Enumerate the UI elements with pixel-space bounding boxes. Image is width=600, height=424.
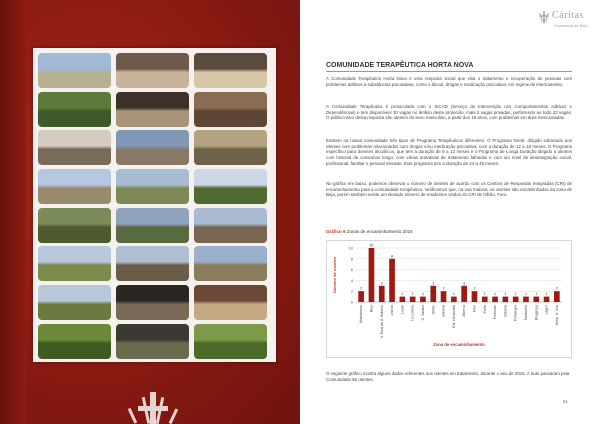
data-label: 1 (401, 292, 404, 297)
bar (554, 291, 560, 302)
data-label: 3 (432, 281, 435, 286)
y-tick-label: 0 (350, 299, 353, 305)
photo-9 (194, 130, 267, 165)
caritas-emblem (118, 388, 188, 424)
closing-paragraph: O seguinte gráfico mostra alguns dados referentes aos utentes em tratamento, durante o ano de 2016. A todo passaram pela Comunidade 66 utentes. (326, 371, 570, 382)
logo-subtitle: Diocesana de Beja (554, 23, 588, 28)
caritas-logo-icon (538, 10, 550, 24)
graphic-label: Gráfico 6 (326, 229, 346, 234)
data-label: 1 (524, 292, 527, 297)
photo-14 (116, 208, 189, 243)
data-label: 1 (483, 292, 486, 297)
photo-10 (38, 169, 111, 204)
data-label: 1 (504, 292, 507, 297)
data-label: 1 (452, 292, 455, 297)
x-tick-label: V. Real de S. António (379, 305, 384, 338)
bar (482, 297, 488, 302)
bar (400, 297, 406, 302)
x-tick-label: Porto (482, 305, 487, 314)
photo-2 (116, 53, 189, 88)
logo-name: Cáritas (552, 10, 584, 21)
y-axis-title: Número de utentes (332, 256, 337, 294)
x-tick-label: Faro (472, 305, 477, 313)
data-label: 1 (421, 292, 424, 297)
data-label: 2 (473, 286, 476, 291)
x-tick-label: C. Santos (420, 305, 425, 321)
x-tick-label: Loulé (400, 305, 405, 314)
bar-chart (326, 240, 572, 358)
paragraph-4: No gráfico em baixo, podemos observar o número de utentes de acordo com os Centros de Respostas Integradas (CRI) de encaminhamento para a comunidade terapêutica. Verificamos que, na sua maioria, os utentes são encaminhados da zona de Beja, porém também existe um elevado número de residentes vindos do CRI de Olhão, Faro. (326, 181, 572, 198)
data-label: 1 (545, 292, 548, 297)
photo-grid (38, 53, 271, 358)
x-tick-label: Bragança (534, 305, 539, 320)
x-tick-label: Alverca (462, 305, 467, 317)
bar (410, 297, 416, 302)
x-tick-label: Lisboa (390, 305, 395, 316)
photo-16 (38, 246, 111, 281)
bar (389, 259, 395, 302)
photo-12 (194, 169, 267, 204)
x-tick-label: Beja (369, 305, 374, 313)
y-tick-label: 6 (350, 267, 353, 273)
data-label: 1 (514, 292, 517, 297)
photo-3 (194, 53, 267, 88)
photo-13 (38, 208, 111, 243)
bar (503, 297, 509, 302)
bar (461, 286, 467, 302)
data-label: 8 (391, 254, 394, 259)
photo-19 (38, 285, 111, 320)
bar (441, 291, 447, 302)
data-label: 10 (369, 243, 374, 248)
y-tick-label: 8 (350, 256, 353, 262)
section-title: COMUNIDADE TERAPÊUTICA HORTA NOVA (326, 62, 474, 69)
bar (533, 297, 539, 302)
x-tick-label: Lagos (544, 305, 549, 315)
bar (492, 297, 498, 302)
photo-17 (116, 246, 189, 281)
photo-4 (38, 92, 111, 127)
x-tick-label: Setúbal (503, 305, 508, 317)
x-tick-label: Hosp. V. Xira (554, 305, 559, 326)
photo-24 (194, 324, 267, 359)
photo-8 (116, 130, 189, 165)
title-rule (326, 71, 572, 72)
bar (523, 297, 529, 302)
photo-23 (116, 324, 189, 359)
photo-11 (116, 169, 189, 204)
data-label: 3 (380, 281, 383, 286)
y-tick-label: 10 (348, 245, 353, 251)
photo-18 (194, 246, 267, 281)
photo-21 (194, 285, 267, 320)
photo-20 (116, 285, 189, 320)
bar (472, 291, 478, 302)
photo-7 (38, 130, 111, 165)
photo-15 (194, 208, 267, 243)
data-label: 1 (494, 292, 497, 297)
bar (369, 248, 375, 302)
bar (430, 286, 436, 302)
x-tick-label: Olhão (431, 305, 436, 315)
y-tick-label: 2 (350, 288, 353, 294)
bar (513, 297, 519, 302)
data-label: 3 (463, 281, 466, 286)
data-label: 1 (535, 292, 538, 297)
data-label: 2 (442, 286, 445, 291)
bar (451, 297, 457, 302)
left-stripe (0, 0, 26, 424)
bar (420, 297, 426, 302)
photo-5 (116, 92, 189, 127)
bar (379, 286, 385, 302)
paragraph-3: Existem na nossa comunidade três tipos de Programa Terapêuticos diferentes. O Programa Geral, dirigido sobretudo aos utentes com problemas relacionados com drogas e/ou medicação psicoativa, com a duração de 12 a 18 meses. O Programa específico para doentes alcoólicos, que tem a duração de 6 a 12 meses e o Programa de Longa Duração dirigido a utentes com historial de consumos longo, com várias tentativas de tratamento falhadas e com um nível de desintegração social, profissional, familiar e pessoal elevado. Este programa tem a duração de 24 a 48 meses. (326, 138, 572, 166)
x-tick-label: Portalegre (513, 305, 518, 322)
graphic-caption-text: Zonas de encaminhamento 2016 (346, 229, 413, 234)
x-tick-label: Setúbal (441, 305, 446, 317)
x-tick-label: Portimão (493, 305, 498, 320)
paragraph-2: A Comunidade Terapêutica é protocolada com o SICAD (Serviço de Intervenção nos Comportamentos Aditivos e Dependências) e tem disponíveis 30 vagas no âmbito deste protocolo, mais 2 vagas privadas, perfazendo ao todo 32 vagas. O público-alvo desta resposta são utentes do sexo masculino, a partir dos 18 anos, com problemas em área mencionadas. (326, 104, 572, 121)
y-tick-label: 4 (350, 277, 353, 283)
x-tick-label: Matosinhos (359, 305, 364, 323)
photo-22 (38, 324, 111, 359)
x-tick-label: Santarém (523, 305, 528, 321)
x-axis-title: Zona de encaminhamento (433, 342, 485, 347)
bar (544, 297, 550, 302)
photo-6 (194, 92, 267, 127)
x-tick-label: Est. Horizontal (451, 305, 456, 328)
paragraph-1: A Comunidade Terapêutica Horta Nova é uma resposta social que visa o tratamento e recuperação de pessoas com problemas aditivos a substâncias psicoativas, como o álcool, drogas e medicação psicoativa, em regime de internamento. (326, 76, 572, 87)
bar (358, 291, 364, 302)
data-label: 2 (360, 286, 363, 291)
graphic-caption (326, 229, 413, 234)
data-label: 1 (411, 292, 414, 297)
page-number: 61 (563, 399, 569, 404)
data-label: 2 (555, 286, 558, 291)
x-tick-label: Lis Lisboa (410, 305, 415, 321)
photo-1 (38, 53, 111, 88)
